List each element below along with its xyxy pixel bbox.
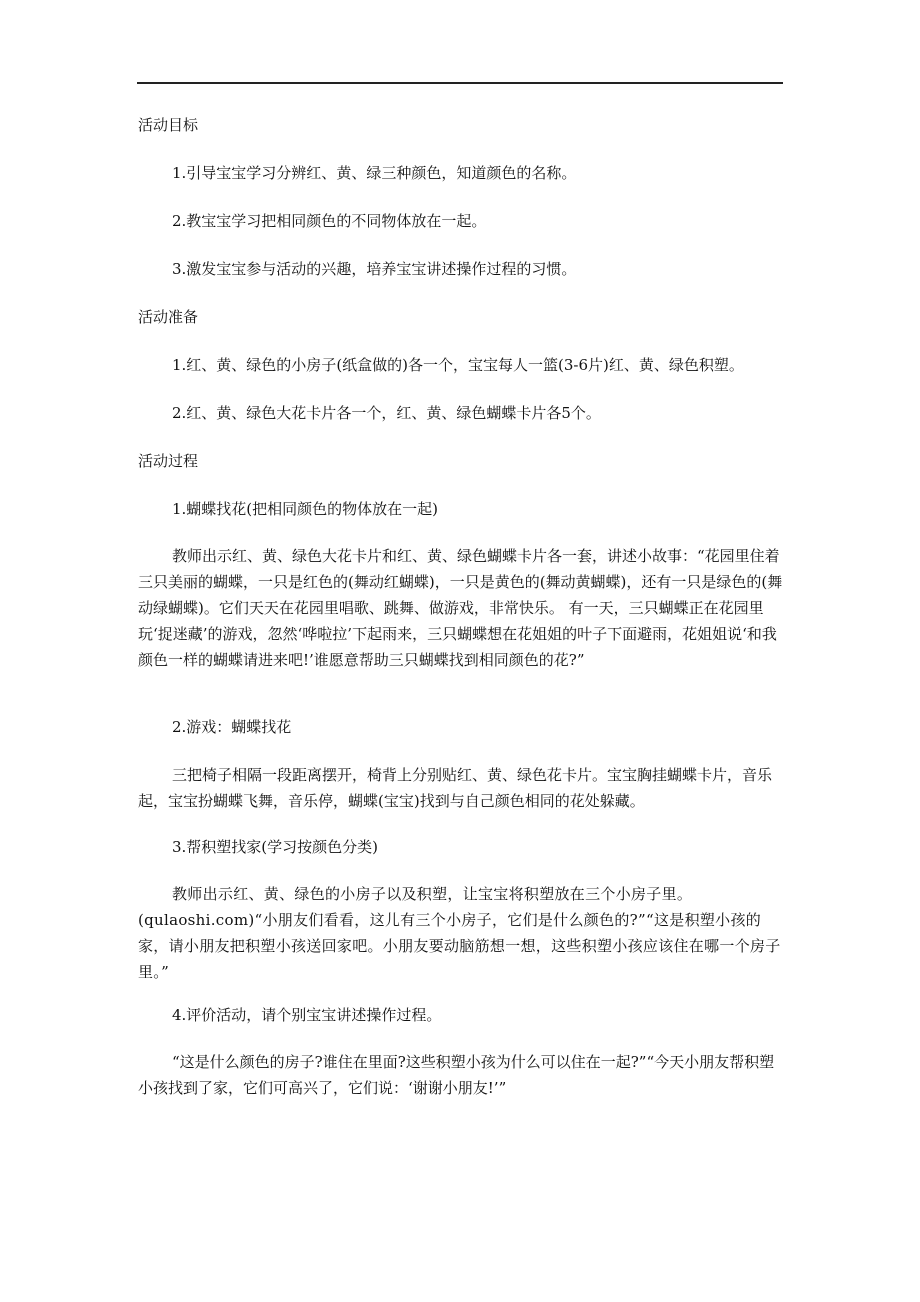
step2-title: 2.游戏：蝴蝶找花 [172, 718, 292, 736]
step1-body: 教师出示红、黄、绿色大花卡片和红、黄、绿色蝴蝶卡片各一套，讲述小故事：“花园里住着三只美丽的蝴蝶，一只是红色的(舞动红蝴蝶)，一只是黄色的(舞动黄蝴蝶)，还有一只是绿色的(舞动绿蝴蝶)。它们天天在花园里唱歌、跳舞、做游戏，非常快乐。 有一天，三只蝴蝶正在花园里玩‘捉迷藏’的游戏，忽然‘哗啦拉’下起雨来，三只蝴蝶想在花姐姐的叶子下面避雨，花姐姐说‘和我颜色一样的蝴蝶请进来吧!’谁愿意帮助三只蝴蝶找到相同颜色的花?” [138, 547, 783, 669]
step2-body: 三把椅子相隔一段距离摆开，椅背上分别贴红、黄、绿色花卡片。宝宝胸挂蝴蝶卡片，音乐起，宝宝扮蝴蝶飞舞，音乐停，蝴蝶(宝宝)找到与自己颜色相同的花处躲藏。 [138, 766, 773, 810]
header-rule [137, 82, 783, 84]
step4-body: “这是什么颜色的房子?谁住在里面?这些积塑小孩为什么可以住在一起?”“今天小朋友帮积塑小孩找到了家，它们可高兴了，它们说：‘谢谢小朋友!’” [138, 1053, 775, 1097]
prep-item-2: 2.红、黄、绿色大花卡片各一个，红、黄、绿色蝴蝶卡片各5个。 [172, 404, 601, 422]
step3-title: 3.帮积塑找家(学习按颜色分类) [172, 838, 379, 856]
goal-item-3: 3.激发宝宝参与活动的兴趣，培养宝宝讲述操作过程的习惯。 [172, 260, 577, 278]
prep-item-1: 1.红、黄、绿色的小房子(纸盒做的)各一个，宝宝每人一篮(3-6片)红、黄、绿色积塑。 [172, 356, 744, 374]
step1-title: 1.蝴蝶找花(把相同颜色的物体放在一起) [172, 500, 439, 518]
step3-body: 教师出示红、黄、绿色的小房子以及积塑，让宝宝将积塑放在三个小房子里。(qulaoshi.com)“小朋友们看看，这儿有三个小房子，它们是什么颜色的?”“这是积塑小孩的家，请小朋友把积塑小孩送回家吧。小朋友要动脑筋想一想，这些积塑小孩应该住在哪一个房子里。” [138, 885, 781, 981]
heading-prep: 活动准备 [138, 308, 199, 326]
goal-item-2: 2.教宝宝学习把相同颜色的不同物体放在一起。 [172, 212, 487, 230]
heading-goals: 活动目标 [138, 116, 199, 134]
step4-title: 4.评价活动，请个别宝宝讲述操作过程。 [172, 1006, 442, 1024]
heading-process: 活动过程 [138, 452, 199, 470]
goal-item-1: 1.引导宝宝学习分辨红、黄、绿三种颜色，知道颜色的名称。 [172, 164, 577, 182]
